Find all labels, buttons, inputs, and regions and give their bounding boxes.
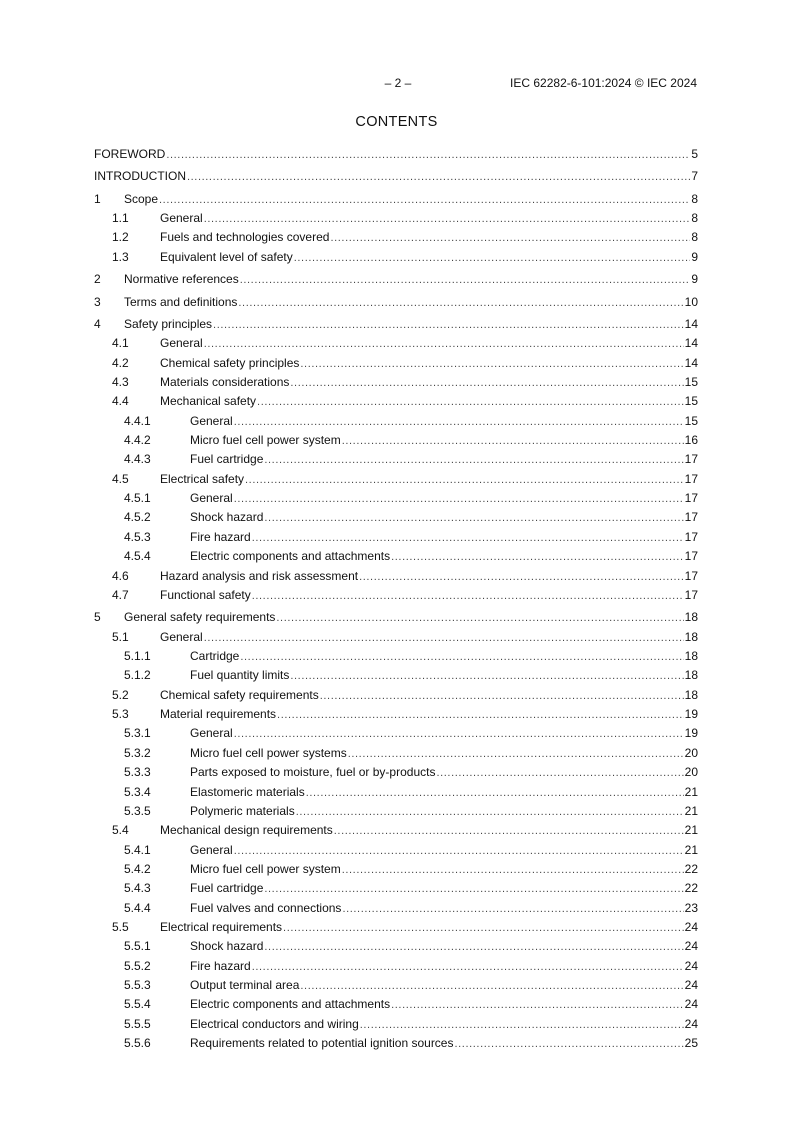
toc-entry-number: 3 <box>94 294 101 309</box>
toc-entry-page: 15 <box>684 413 698 428</box>
toc-entry-page: 20 <box>684 765 698 780</box>
toc-entry-title: Mechanical design requirements <box>160 823 333 838</box>
toc-entry[interactable] <box>94 145 698 164</box>
toc-entry-number: 4 <box>94 316 101 331</box>
toc-entry-number: 5.1.1 <box>124 648 151 663</box>
toc-dot-leader <box>290 374 683 393</box>
toc-entry-title: Shock hazard <box>190 510 264 525</box>
toc-entry-title: Electrical safety <box>160 471 245 486</box>
toc-dot-leader <box>342 861 684 880</box>
toc-entry-title: Normative references <box>124 272 239 287</box>
toc-entry-number: 5.4 <box>112 823 129 838</box>
toc-entry[interactable] <box>94 1015 698 1034</box>
toc-dot-leader <box>330 229 690 248</box>
toc-entry[interactable] <box>94 879 698 898</box>
toc-entry[interactable] <box>94 918 698 937</box>
toc-entry-page: 14 <box>684 316 698 331</box>
toc-dot-leader <box>436 764 683 783</box>
toc-entry-page: 17 <box>684 529 698 544</box>
toc-entry-page: 21 <box>684 842 698 857</box>
toc-dot-leader <box>264 451 683 470</box>
toc-entry-title: Safety principles <box>124 316 213 331</box>
toc-entry-title: General <box>190 491 233 506</box>
toc-entry-number: 5.3.1 <box>124 726 151 741</box>
toc-entry-title: Cartridge <box>190 648 240 663</box>
toc-entry-page: 24 <box>684 1016 698 1031</box>
toc-dot-leader <box>454 1035 683 1054</box>
toc-entry[interactable] <box>94 392 698 411</box>
toc-entry-page: 21 <box>684 803 698 818</box>
toc-entry-number: 4.5.4 <box>124 549 151 564</box>
toc-entry-page: 24 <box>684 978 698 993</box>
toc-entry-title: General <box>190 726 233 741</box>
toc-dot-leader <box>213 316 684 335</box>
toc-entry-title: Fuel quantity limits <box>190 668 290 683</box>
toc-entry-number: 4.4.2 <box>124 433 151 448</box>
toc-entry[interactable] <box>94 821 698 840</box>
toc-entry-title: Output terminal area <box>190 978 300 993</box>
toc-entry-page: 18 <box>684 668 698 683</box>
document-id: IEC 62282-6-101:2024 © IEC 2024 <box>510 76 697 90</box>
toc-dot-leader <box>290 667 683 686</box>
toc-dot-leader <box>159 191 690 210</box>
toc-entry[interactable] <box>94 586 698 605</box>
toc-entry-page: 19 <box>684 707 698 722</box>
toc-entry-page: 21 <box>684 784 698 799</box>
toc-entry-number: 5.2 <box>112 687 129 702</box>
toc-entry-number: 5.5.3 <box>124 978 151 993</box>
toc-entry-number: 5.3.4 <box>124 784 151 799</box>
toc-entry[interactable] <box>94 167 698 186</box>
toc-entry-title: Electric components and attachments <box>190 549 391 564</box>
toc-dot-leader <box>391 996 684 1015</box>
toc-entry-number: 5.5.5 <box>124 1016 151 1031</box>
toc-entry[interactable] <box>94 705 698 724</box>
toc-dot-leader <box>240 648 683 667</box>
toc-entry-number: 4.6 <box>112 568 129 583</box>
toc-entry-title: Electrical requirements <box>160 920 283 935</box>
toc-dot-leader <box>252 529 684 548</box>
page-title: CONTENTS <box>355 114 438 130</box>
toc-entry-page: 8 <box>691 230 698 245</box>
toc-entry[interactable] <box>94 270 698 289</box>
toc-entry-page: 10 <box>684 294 698 309</box>
toc-entry-number: 4.2 <box>112 355 129 370</box>
toc-dot-leader <box>238 294 683 313</box>
toc-entry-title: Fire hazard <box>190 529 251 544</box>
toc-entry[interactable] <box>94 431 698 450</box>
toc-dot-leader <box>359 568 684 587</box>
toc-dot-leader <box>264 509 683 528</box>
toc-entry-title: Parts exposed to moisture, fuel or by-products <box>190 765 436 780</box>
toc-entry-number: 5.3.2 <box>124 745 151 760</box>
toc-entry[interactable] <box>94 995 698 1014</box>
toc-entry-page: 17 <box>684 549 698 564</box>
toc-entry[interactable] <box>94 1034 698 1053</box>
toc-entry[interactable] <box>94 354 698 373</box>
toc-dot-leader <box>204 629 684 648</box>
toc-entry[interactable] <box>94 470 698 489</box>
toc-entry-number: 5.5 <box>112 920 129 935</box>
toc-entry-page: 24 <box>684 997 698 1012</box>
toc-entry-page: 21 <box>684 823 698 838</box>
toc-entry-number: 5.5.6 <box>124 1036 151 1051</box>
toc-dot-leader <box>166 146 690 165</box>
toc-entry-number: 5.5.1 <box>124 939 151 954</box>
toc-entry-page: 17 <box>684 471 698 486</box>
toc-dot-leader <box>300 977 683 996</box>
toc-entry-number: 1.1 <box>112 211 129 226</box>
toc-entry-title: Shock hazard <box>190 939 264 954</box>
toc-entry-title: Electrical conductors and wiring <box>190 1016 359 1031</box>
toc-entry-page: 8 <box>691 211 698 226</box>
toc-entry-title: Material requirements <box>160 707 277 722</box>
toc-entry-title: General safety requirements <box>124 610 276 625</box>
toc-entry-page: 17 <box>684 452 698 467</box>
toc-dot-leader <box>245 471 684 490</box>
toc-entry[interactable] <box>94 248 698 267</box>
toc-entry-title: Elastomeric materials <box>190 784 305 799</box>
toc-entry-number: 4.5.3 <box>124 529 151 544</box>
toc-entry[interactable] <box>94 190 698 209</box>
toc-entry[interactable] <box>94 334 698 353</box>
toc-entry-title: General <box>160 629 203 644</box>
toc-dot-leader <box>294 249 691 268</box>
toc-entry-page: 24 <box>684 939 698 954</box>
toc-entry-page: 18 <box>684 687 698 702</box>
toc-entry[interactable] <box>94 489 698 508</box>
toc-entry-title: Terms and definitions <box>124 294 238 309</box>
toc-dot-leader <box>204 335 684 354</box>
toc-entry-number: 1.2 <box>112 230 129 245</box>
toc-entry-number: 5.5.4 <box>124 997 151 1012</box>
toc-entry-number: 4.4.3 <box>124 452 151 467</box>
toc-entry-page: 17 <box>684 510 698 525</box>
toc-entry-number: 1 <box>94 191 101 206</box>
toc-entry[interactable] <box>94 293 698 312</box>
toc-entry-title: Fire hazard <box>190 958 251 973</box>
toc-dot-leader <box>187 168 690 187</box>
toc-entry[interactable] <box>94 783 698 802</box>
toc-entry-title: Materials considerations <box>160 374 290 389</box>
toc-entry[interactable] <box>94 412 698 431</box>
toc-dot-leader <box>264 880 683 899</box>
toc-entry-title: Chemical safety requirements <box>160 687 319 702</box>
toc-entry[interactable] <box>94 744 698 763</box>
page-header <box>0 76 793 92</box>
toc-entry-title: General <box>190 842 233 857</box>
toc-entry-number: 1.3 <box>112 249 129 264</box>
toc-entry-number: 5.4.1 <box>124 842 151 857</box>
toc-entry-page: 15 <box>684 394 698 409</box>
toc-dot-leader <box>240 271 691 290</box>
toc-entry-page: 18 <box>684 648 698 663</box>
toc-entry-number: 5.3 <box>112 707 129 722</box>
toc-dot-leader <box>320 687 684 706</box>
toc-entry-page: 17 <box>684 587 698 602</box>
toc-entry-title: Fuels and technologies covered <box>160 230 330 245</box>
toc-entry-number: 5.1 <box>112 629 129 644</box>
toc-entry-page: 24 <box>684 920 698 935</box>
toc-dot-leader <box>342 900 683 919</box>
toc-dot-leader <box>264 938 683 957</box>
toc-entry-title: Electric components and attachments <box>190 997 391 1012</box>
toc-entry[interactable] <box>94 841 698 860</box>
toc-entry-number: 4.5.2 <box>124 510 151 525</box>
toc-entry[interactable] <box>94 508 698 527</box>
toc-entry-page: 7 <box>691 169 698 184</box>
toc-entry-number: 5.4.4 <box>124 900 151 915</box>
toc-entry-page: 9 <box>691 272 698 287</box>
toc-entry-title: Hazard analysis and risk assessment <box>160 568 359 583</box>
toc-entry-page: 15 <box>684 374 698 389</box>
toc-entry-number: 4.5 <box>112 471 129 486</box>
toc-dot-leader <box>306 784 684 803</box>
toc-entry[interactable] <box>94 567 698 586</box>
toc-dot-leader <box>283 919 684 938</box>
toc-dot-leader <box>252 958 684 977</box>
toc-entry[interactable] <box>94 628 698 647</box>
toc-entry-page: 17 <box>684 491 698 506</box>
toc-entry-title: General <box>160 336 203 351</box>
toc-entry-title: Equivalent level of safety <box>160 249 293 264</box>
toc-entry[interactable] <box>94 209 698 228</box>
toc-entry-title: Fuel valves and connections <box>190 900 342 915</box>
toc-entry-number: 2 <box>94 272 101 287</box>
toc-entry[interactable] <box>94 763 698 782</box>
toc-entry-title: General <box>190 413 233 428</box>
toc-entry-number: 5.3.3 <box>124 765 151 780</box>
toc-entry-number: 4.7 <box>112 587 129 602</box>
toc-entry-page: 22 <box>684 861 698 876</box>
toc-entry-number: 5.1.2 <box>124 668 151 683</box>
toc-entry-number: 5 <box>94 610 101 625</box>
toc-dot-leader <box>342 432 684 451</box>
toc-entry-number: 5.3.5 <box>124 803 151 818</box>
toc-dot-leader <box>276 609 683 628</box>
toc-entry[interactable] <box>94 666 698 685</box>
toc-entry[interactable] <box>94 528 698 547</box>
toc-entry-title: Fuel cartridge <box>190 452 264 467</box>
toc-entry-page: 14 <box>684 336 698 351</box>
toc-dot-leader <box>296 803 684 822</box>
toc-entry-title: Mechanical safety <box>160 394 257 409</box>
toc-dot-leader <box>348 745 684 764</box>
toc-entry[interactable] <box>94 957 698 976</box>
toc-dot-leader <box>234 413 684 432</box>
toc-entry[interactable] <box>94 315 698 334</box>
toc-entry-title: Chemical safety principles <box>160 355 300 370</box>
toc-dot-leader <box>277 706 684 725</box>
toc-entry[interactable] <box>94 228 698 247</box>
toc-entry-title: Scope <box>124 191 159 206</box>
toc-entry-number: 4.4 <box>112 394 129 409</box>
toc-entry[interactable] <box>94 899 698 918</box>
page-number: – 2 – <box>384 76 412 90</box>
toc-entry[interactable] <box>94 547 698 566</box>
toc-entry-page: 8 <box>691 191 698 206</box>
toc-entry-page: 18 <box>684 629 698 644</box>
toc-entry-number: 5.4.3 <box>124 881 151 896</box>
toc-entry[interactable] <box>94 373 698 392</box>
toc-entry-number: 4.1 <box>112 336 129 351</box>
toc-entry-title: Micro fuel cell power system <box>190 433 341 448</box>
toc-entry-number: 4.4.1 <box>124 413 151 428</box>
toc-dot-leader <box>334 822 684 841</box>
toc-entry[interactable] <box>94 724 698 743</box>
toc-dot-leader <box>234 725 684 744</box>
toc-entry[interactable] <box>94 686 698 705</box>
toc-entry-page: 16 <box>684 433 698 448</box>
toc-entry[interactable] <box>94 976 698 995</box>
toc-entry-title: General <box>160 211 203 226</box>
toc-entry-title: FOREWORD <box>94 147 166 161</box>
toc-entry-page: 20 <box>684 745 698 760</box>
toc-dot-leader <box>300 355 683 374</box>
toc-entry-page: 5 <box>691 147 698 161</box>
toc-entry-title: Micro fuel cell power systems <box>190 745 347 760</box>
toc-dot-leader <box>234 490 684 509</box>
toc-entry-page: 25 <box>684 1036 698 1051</box>
toc-entry-title: Polymeric materials <box>190 803 295 818</box>
toc-entry-title: Functional safety <box>160 587 251 602</box>
toc-entry-page: 24 <box>684 958 698 973</box>
toc-entry-page: 9 <box>691 249 698 264</box>
toc-dot-leader <box>204 210 691 229</box>
toc-dot-leader <box>234 842 684 861</box>
toc-entry-page: 18 <box>684 610 698 625</box>
toc-entry[interactable] <box>94 802 698 821</box>
toc-entry[interactable] <box>94 450 698 469</box>
toc-entry[interactable] <box>94 860 698 879</box>
toc-entry-number: 5.4.2 <box>124 861 151 876</box>
table-of-contents <box>94 145 698 1054</box>
toc-entry-number: 4.3 <box>112 374 129 389</box>
toc-entry[interactable] <box>94 608 698 627</box>
toc-entry-page: 17 <box>684 568 698 583</box>
toc-entry-title: INTRODUCTION <box>94 169 186 184</box>
toc-dot-leader <box>252 587 684 606</box>
toc-entry[interactable] <box>94 937 698 956</box>
toc-entry-number: 4.5.1 <box>124 491 151 506</box>
toc-entry-title: Micro fuel cell power system <box>190 861 341 876</box>
toc-entry-page: 14 <box>684 355 698 370</box>
toc-entry-page: 22 <box>684 881 698 896</box>
toc-entry[interactable] <box>94 647 698 666</box>
toc-dot-leader <box>360 1016 684 1035</box>
toc-entry-number: 5.5.2 <box>124 958 151 973</box>
toc-entry-page: 23 <box>684 900 698 915</box>
toc-dot-leader <box>257 393 684 412</box>
toc-entry-page: 19 <box>684 726 698 741</box>
toc-entry-title: Requirements related to potential ignition sources <box>190 1036 454 1051</box>
toc-entry-title: Fuel cartridge <box>190 881 264 896</box>
toc-dot-leader <box>391 548 684 567</box>
